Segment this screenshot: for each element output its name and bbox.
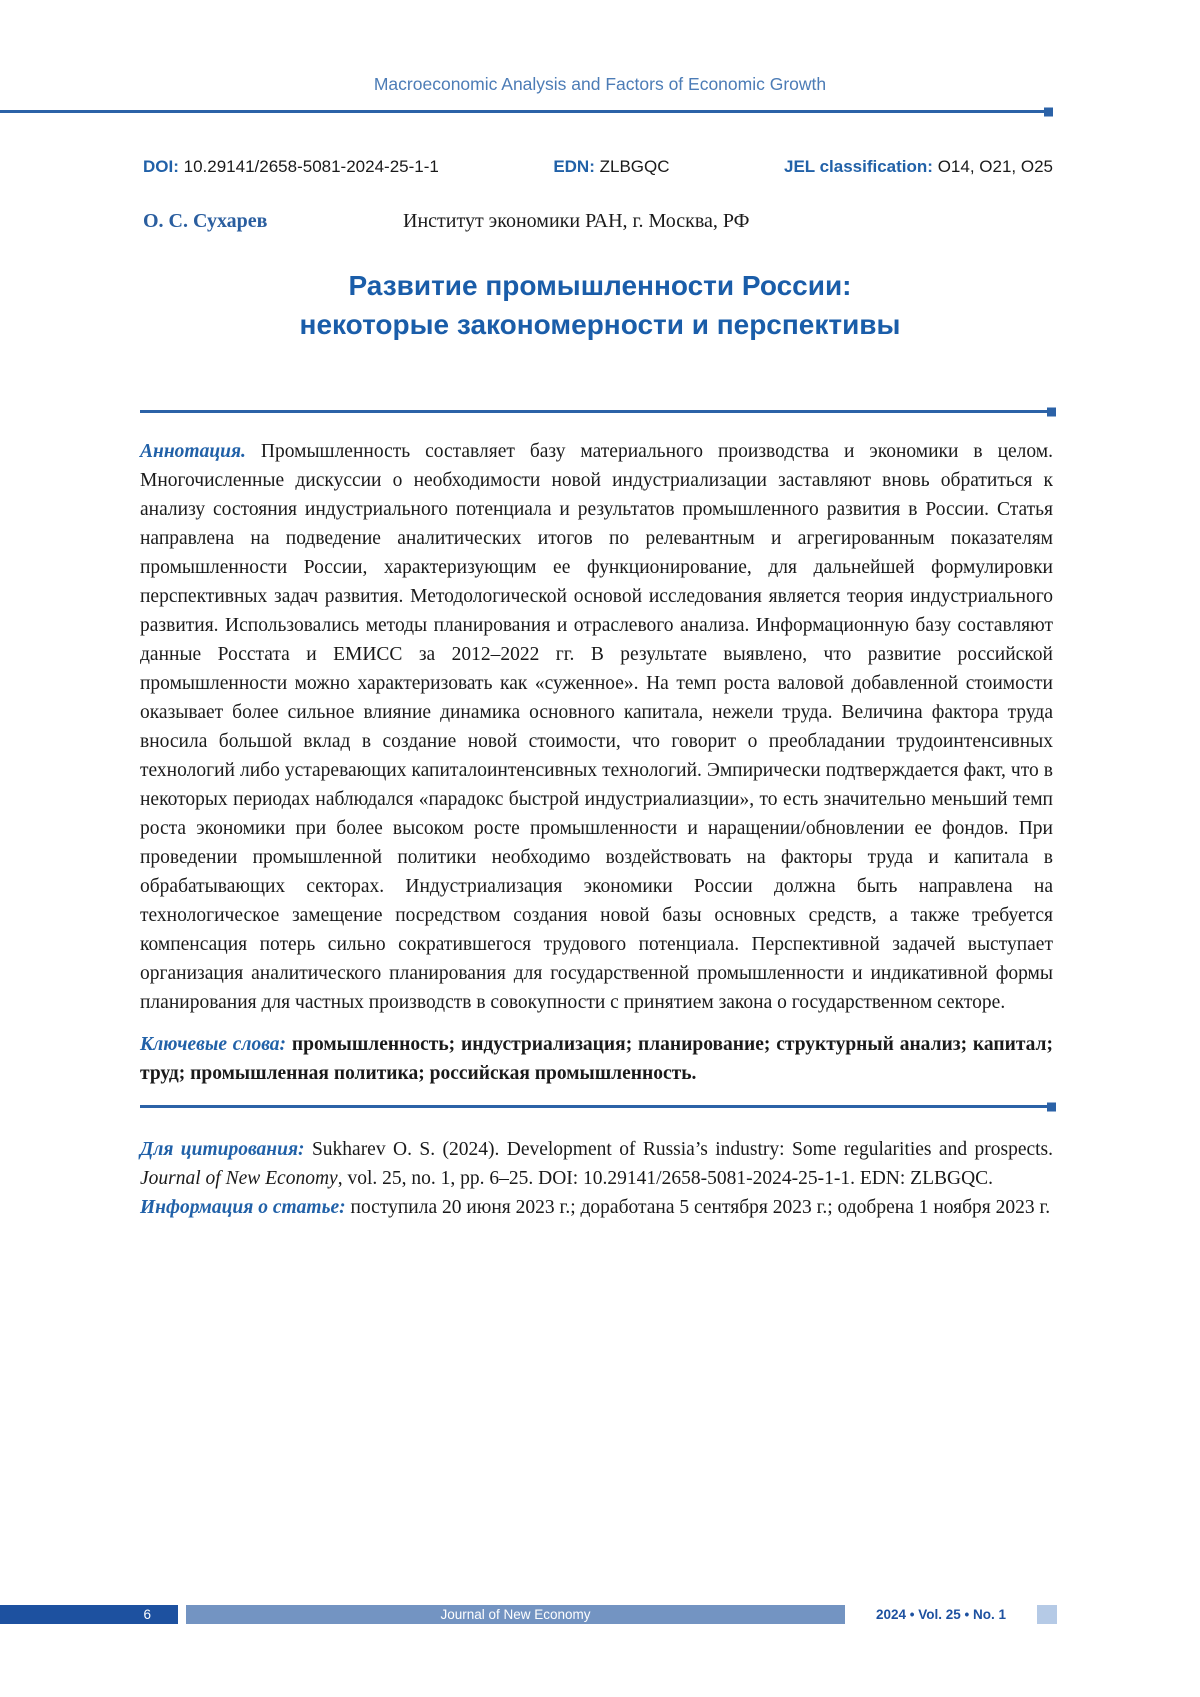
footer [0,1605,1200,1624]
citation-text-after: , vol. 25, no. 1, pp. 6–25. DOI: 10.29141/2658-5081-2024-25-1-1. EDN: ZLBGQC. [337,1168,994,1189]
article-info-label: Информация о статье: [140,1197,346,1218]
meta-row [143,157,1053,177]
article-title [0,266,1200,344]
footer-journal-name: Journal of New Economy [186,1605,845,1624]
abstract-text: Промышленность составляет базу материального производства и экономики в целом. Многочисленные дискуссии о необходимости новой индустриализации заставляют вновь обратиться к анализу состояния индустриального потенциала и результатов промышленного развития в России. Статья направлена на подведение аналитических итогов по релевантным и агрегированным показателям промышленности России, характеризующим ее функционирование, для дальнейшей формулировки перспективных задач развития. Методологической основой исследования является теория индустриального развития. Использовались методы планирования и отраслевого анализа. Информационную базу составляют данные Росстата и ЕМИСС за 2012–2022 гг. В результате выявлено, что развитие российской промышленности можно характеризовать как «суженное». На темп роста валовой добавленной стоимости оказывает более сильное влияние динамика основного капитала, нежели труда. Величина фактора труда вносила большой вклад в создание новой стоимости, что говорит о преобладании трудоинтенсивных технологий либо устаревающих капиталоинтенсивных технологий. Эмпирически подтверждается факт, что в некоторых периодах наблюдался «парадокс быстрой индустриалиазции», то есть значительно меньший темп роста экономики при более высоком росте промышленности и наращении/обновлении ее фондов. При проведении промышленной политики необходимо воздействовать на факторы труда и капитала в обрабатывающих секторах. Индустриализация экономики России должна быть направлена на технологическое замещение посредством создания новой базы основных средств, а также требуется компенсация потерь сильно сократившегося трудового потенциала. Перспективной задачей выступает организация аналитического планирования для государственной промышленности и индикативной формы планирования для частных производств в совокупности с принятием закона о государственном секторе. [140,441,1053,1013]
running-head: Macroeconomic Analysis and Factors of Economic Growth [373,74,827,94]
doi [143,157,439,177]
edn-value: ZLBGQC [599,157,670,176]
article-info-text: поступила 20 июня 2023 г.; доработана 5 сентября 2023 г.; одобрена 1 ноября 2023 г. [350,1197,1051,1218]
citation-paragraph [140,1135,1053,1193]
citation-rule [140,1105,1053,1108]
footer-issue: 2024 • Vol. 25 • No. 1 [875,1607,1006,1622]
footer-page-number: 6 [0,1605,178,1624]
rule-end-square [1044,107,1053,116]
author-affiliation: Институт экономики РАН, г. Москва, РФ [403,210,750,232]
jel-classification [784,157,1053,177]
citation-label: Для цитирования: [140,1139,305,1160]
keywords-text: промышленность; индустриализация; планирование; структурный анализ; капитал; труд; промышленная политика; российская промышленность. [140,1034,1053,1084]
article-title-line1: Развитие промышленности России: [348,270,852,301]
edn-label: EDN: [553,157,595,176]
author-row [143,210,1053,233]
doi-value: 10.29141/2658-5081-2024-25-1-1 [183,157,439,176]
rule-end-square [1047,1102,1056,1111]
keywords-label: Ключевые слова: [140,1034,287,1055]
footer-end-square [1037,1605,1057,1624]
jel-value: O14, O21, O25 [937,157,1053,176]
header-rule [0,110,1050,113]
abstract-label: Аннотация. [140,441,246,462]
abstract-rule [140,410,1053,413]
citation-text-before: Sukharev O. S. (2024). Development of Russia’s industry: Some regularities and prospects. [311,1139,1054,1160]
abstract-paragraph [140,437,1053,1017]
article-info-paragraph [140,1193,1053,1222]
jel-label: JEL classification: [783,157,933,176]
rule-end-square [1047,407,1056,416]
doi-label: DOI: [143,157,179,176]
content-column [140,410,1053,1222]
citation-journal-name: Journal of New Economy [140,1168,338,1189]
article-title-line2: некоторые закономерности и перспективы [299,309,901,340]
author-name: О. С. Сухарев [143,210,268,232]
edn [553,157,669,177]
keywords-paragraph [140,1030,1053,1088]
